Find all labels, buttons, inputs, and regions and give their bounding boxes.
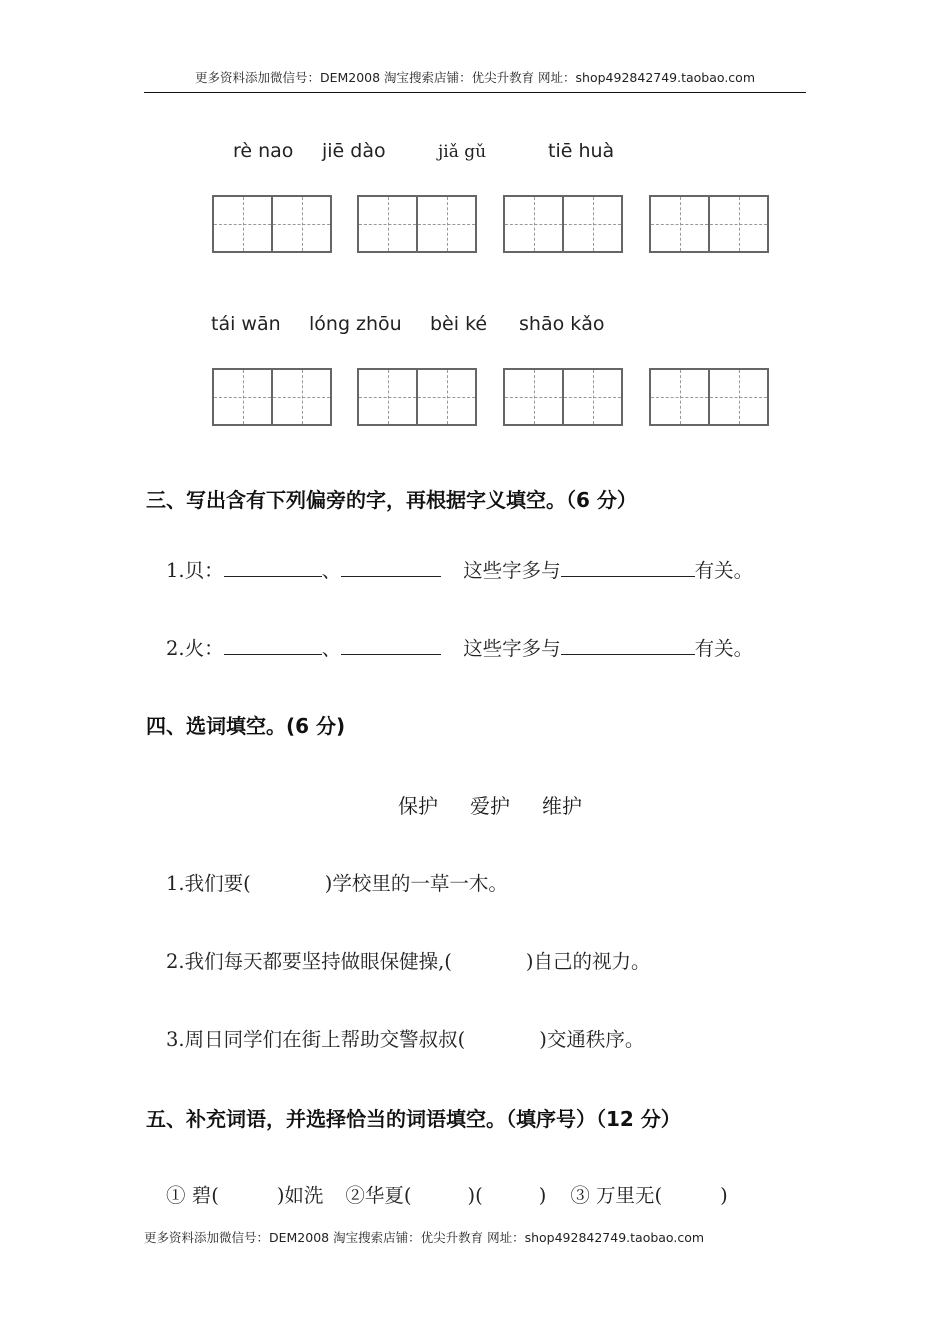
section4-title: 四、选词填空。(6 分)	[146, 714, 346, 738]
writing-grid[interactable]	[649, 195, 769, 253]
item-text: )交通秩序。	[539, 1028, 645, 1051]
item-text: )	[538, 1184, 547, 1207]
item-text: ① 碧(	[166, 1184, 219, 1207]
pinyin-jiagu: jiǎ gǔ	[438, 142, 487, 162]
item-text: 1.我们要(	[166, 872, 251, 895]
pinyin-taiwan: tái wān	[211, 313, 281, 335]
item-text: 2.我们每天都要坚持做眼保健操,(	[166, 950, 452, 973]
answer-blank[interactable]	[341, 634, 441, 655]
writing-grid[interactable]	[503, 195, 623, 253]
item-text: 这些字多与	[463, 637, 561, 660]
pinyin-shaokao: shāo kǎo	[519, 313, 605, 335]
writing-grid[interactable]	[357, 195, 477, 253]
item-text: 有关。	[694, 559, 754, 582]
item-text: )自己的视力。	[525, 950, 651, 973]
item-text: )	[720, 1184, 728, 1207]
pinyin-beike: bèi ké	[430, 313, 488, 335]
separator: 、	[321, 637, 342, 660]
writing-grid[interactable]	[212, 195, 332, 253]
answer-blank[interactable]	[224, 634, 322, 655]
answer-blank[interactable]	[561, 556, 695, 577]
pinyin-jiedao: jiē dào	[322, 140, 386, 162]
section4-item-2	[166, 946, 651, 974]
pinyin-longzhou: lóng zhōu	[309, 313, 402, 335]
writing-grid[interactable]	[357, 368, 477, 426]
item-label: 1.贝：	[166, 559, 224, 582]
answer-blank[interactable]	[561, 634, 695, 655]
item-text: )如洗	[276, 1184, 324, 1207]
pinyin-renao: rè nao	[233, 140, 294, 162]
section5-items	[166, 1180, 728, 1208]
section3-item-2	[166, 633, 753, 661]
word-bank	[398, 790, 614, 819]
writing-grid[interactable]	[649, 368, 769, 426]
item-text: ②华夏(	[345, 1184, 412, 1207]
item-label: 2.火：	[166, 637, 224, 660]
word-option: 爱护	[470, 794, 510, 818]
item-text: )学校里的一草一木。	[324, 872, 508, 895]
answer-blank[interactable]	[224, 556, 322, 577]
word-option: 维护	[542, 794, 582, 818]
section3-item-1	[166, 555, 753, 583]
page-footer: 更多资料添加微信号：DEM2008 淘宝搜索店铺：优尖升教育 网址：shop492842749.taobao.com	[144, 1230, 705, 1245]
item-text: ③ 万里无(	[570, 1184, 663, 1207]
item-text: 3.周日同学们在街上帮助交警叔叔(	[166, 1028, 466, 1051]
word-option: 保护	[398, 794, 438, 818]
item-text: 有关。	[694, 637, 754, 660]
writing-grid[interactable]	[212, 368, 332, 426]
item-text: 这些字多与	[463, 559, 561, 582]
section4-item-3	[166, 1024, 644, 1052]
writing-grid[interactable]	[503, 368, 623, 426]
item-text: )(	[467, 1184, 483, 1207]
section5-title: 五、补充词语，并选择恰当的词语填空。（填序号）（12 分）	[146, 1107, 681, 1131]
separator: 、	[321, 559, 342, 582]
answer-blank[interactable]	[341, 556, 441, 577]
section3-title: 三、写出含有下列偏旁的字，再根据字义填空。（6 分）	[146, 488, 637, 512]
page-header: 更多资料添加微信号：DEM2008 淘宝搜索店铺：优尖升教育 网址：shop492842749.taobao.com	[144, 68, 806, 93]
section4-item-1	[166, 868, 508, 896]
pinyin-tiehua: tiē huà	[548, 140, 615, 162]
